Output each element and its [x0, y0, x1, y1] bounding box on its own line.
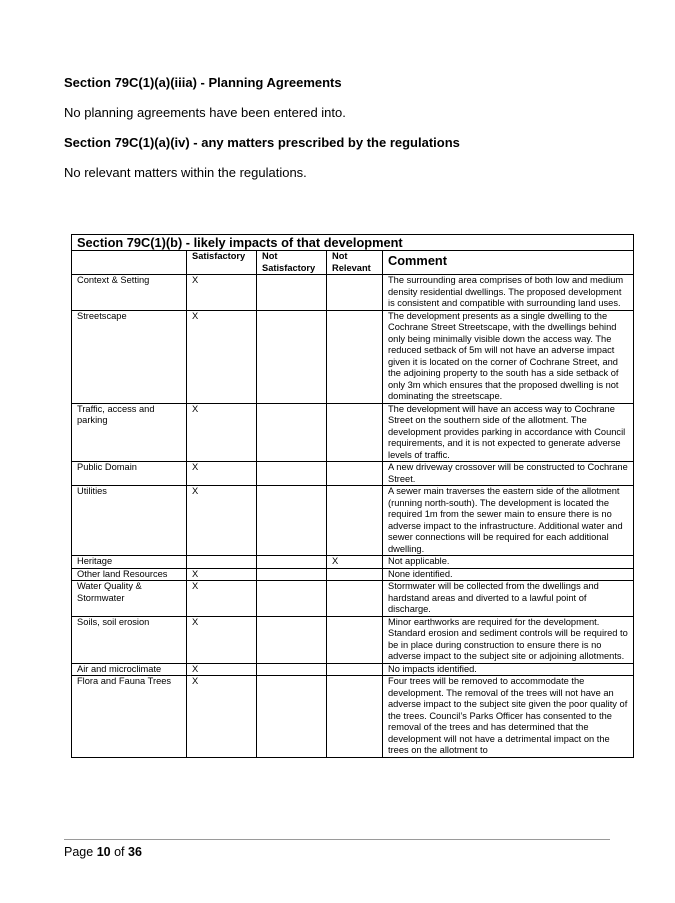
table-row: [72, 581, 634, 617]
row-satisfactory: X: [187, 403, 257, 462]
row-comment: Four trees will be removed to accommodate the development. The removal of the trees will not have an adverse impact to the subject site given the poor quality of the trees. Council’s Parks Officer has consented to the removal of the trees and has determined that the development will not have a detrimental impact on the trees on the allotment to: [383, 676, 634, 758]
table-row: [72, 462, 634, 486]
row-item: Other land Resources: [72, 568, 187, 581]
row-satisfactory: X: [187, 310, 257, 403]
section-heading-planning-agreements: Section 79C(1)(a)(iiia) - Planning Agreements: [64, 75, 342, 90]
page-current: 10: [96, 845, 111, 859]
row-not-satisfactory: [257, 556, 327, 569]
row-not-relevant: X: [327, 556, 383, 569]
row-not-relevant: [327, 486, 383, 556]
row-item: Soils, soil erosion: [72, 616, 187, 663]
table-title: Section 79C(1)(b) - likely impacts of that development: [72, 235, 634, 251]
header-not-relevant: Not Relevant: [327, 251, 383, 275]
row-item: Public Domain: [72, 462, 187, 486]
row-not-satisfactory: [257, 616, 327, 663]
page-label: Page: [64, 845, 94, 859]
row-not-satisfactory: [257, 403, 327, 462]
header-not-satisfactory: Not Satisfactory: [257, 251, 327, 275]
row-comment: Not applicable.: [383, 556, 634, 569]
table-row: [72, 676, 634, 758]
row-item: Air and microclimate: [72, 663, 187, 676]
section-heading-regulations: Section 79C(1)(a)(iv) - any matters prescribed by the regulations: [64, 135, 460, 150]
row-comment: The surrounding area comprises of both low and medium density residential dwellings. The proposed development is consistent and compatible with surrounding land uses.: [383, 275, 634, 311]
row-not-satisfactory: [257, 275, 327, 311]
row-item: Utilities: [72, 486, 187, 556]
row-not-relevant: [327, 310, 383, 403]
row-item: Flora and Fauna Trees: [72, 676, 187, 758]
row-not-satisfactory: [257, 676, 327, 758]
row-comment: The development presents as a single dwelling to the Cochrane Street Streetscape, with the dwellings behind only being minimally visible down the access way. The reduced setback of 5m will not have an adverse impact given it is located on the corner of Cochrane Street, and the adjoining property to the south has a side setback of only 3m which ensures that the proposed dwelling is not dominating the streetscape.: [383, 310, 634, 403]
page-of: of: [114, 845, 125, 859]
table-row: [72, 616, 634, 663]
row-not-relevant: [327, 568, 383, 581]
header-item: [72, 251, 187, 275]
row-not-relevant: [327, 275, 383, 311]
table-title-row: [72, 235, 634, 251]
row-satisfactory: X: [187, 663, 257, 676]
row-not-relevant: [327, 663, 383, 676]
row-not-satisfactory: [257, 486, 327, 556]
section-text-planning-agreements: No planning agreements have been entered into.: [64, 105, 346, 120]
section-text-regulations: No relevant matters within the regulations.: [64, 165, 307, 180]
row-comment: A sewer main traverses the eastern side of the allotment (running north-south). The development is located the required 1m from the sewer main to ensure there is no adverse impact to the infrastructure. Additional water and sewer connections will be required for each additional dwelling.: [383, 486, 634, 556]
row-item: Streetscape: [72, 310, 187, 403]
row-comment: A new driveway crossover will be constructed to Cochrane Street.: [383, 462, 634, 486]
row-comment: The development will have an access way to Cochrane Street on the southern side of the allotment. The development provides parking in accordance with Council requirements, and it is not expected to generate adverse levels of traffic.: [383, 403, 634, 462]
table-row: [72, 486, 634, 556]
row-satisfactory: X: [187, 486, 257, 556]
row-satisfactory: [187, 556, 257, 569]
table-header-row: [72, 251, 634, 275]
table-row: [72, 663, 634, 676]
row-comment: No impacts identified.: [383, 663, 634, 676]
row-item: Water Quality & Stormwater: [72, 581, 187, 617]
table-row: [72, 275, 634, 311]
page-number: [64, 845, 142, 859]
row-comment: Minor earthworks are required for the development. Standard erosion and sediment controls will be required to be in place during construction to ensure there is no adverse impact to the subject site or adjoining allotments.: [383, 616, 634, 663]
row-not-relevant: [327, 581, 383, 617]
footer-divider: [64, 839, 610, 840]
row-satisfactory: X: [187, 616, 257, 663]
row-not-relevant: [327, 462, 383, 486]
row-satisfactory: X: [187, 581, 257, 617]
table-row: [72, 568, 634, 581]
row-item: Heritage: [72, 556, 187, 569]
row-not-relevant: [327, 616, 383, 663]
row-item: Traffic, access and parking: [72, 403, 187, 462]
row-not-relevant: [327, 403, 383, 462]
impacts-table: [71, 234, 634, 758]
header-comment: Comment: [383, 251, 634, 275]
row-item: Context & Setting: [72, 275, 187, 311]
row-not-satisfactory: [257, 581, 327, 617]
row-not-satisfactory: [257, 310, 327, 403]
row-comment: None identified.: [383, 568, 634, 581]
table-row: [72, 310, 634, 403]
table-row: [72, 556, 634, 569]
page-total: 36: [128, 845, 142, 859]
row-satisfactory: X: [187, 275, 257, 311]
table-row: [72, 403, 634, 462]
row-satisfactory: X: [187, 676, 257, 758]
row-not-relevant: [327, 676, 383, 758]
row-satisfactory: X: [187, 462, 257, 486]
row-not-satisfactory: [257, 462, 327, 486]
header-satisfactory: Satisfactory: [187, 251, 257, 275]
row-not-satisfactory: [257, 663, 327, 676]
row-comment: Stormwater will be collected from the dwellings and hardstand areas and diverted to a lawful point of discharge.: [383, 581, 634, 617]
row-not-satisfactory: [257, 568, 327, 581]
row-satisfactory: X: [187, 568, 257, 581]
